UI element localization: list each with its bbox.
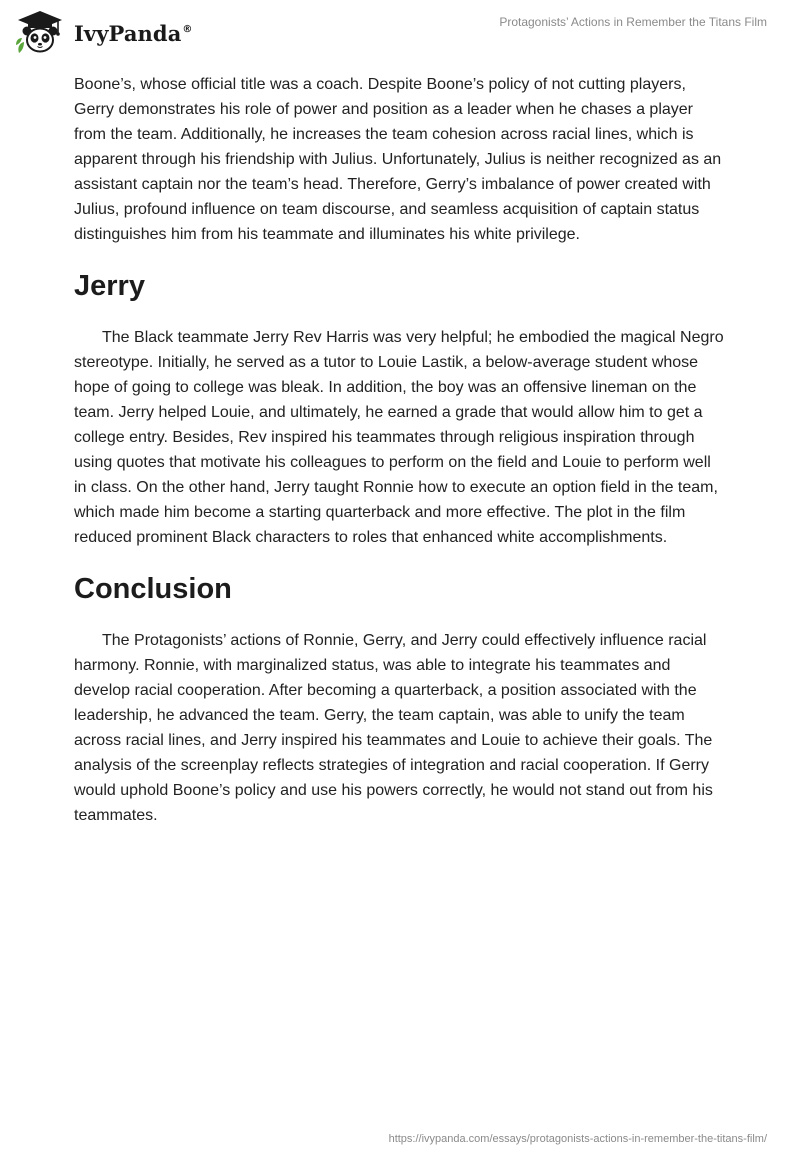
- section-heading-jerry: Jerry: [74, 270, 145, 302]
- brand-name: [74, 21, 193, 46]
- panda-graduate-icon: [14, 9, 66, 55]
- section-heading-conclusion: Conclusion: [74, 573, 232, 605]
- registered-mark: ®: [182, 23, 193, 35]
- section-paragraph-jerry: The Black teammate Jerry Rev Harris was very helpful; he embodied the magical Negro stereotype. Initially, he served as a tutor to Louie Lastik, a below-average student whose hope of going to college was bleak. In addition, the boy was an offensive lineman on the team. Jerry helped Louie, and ultimately, he earned a grade that would allow him to get a college entry. Besides, Rev inspired his teammates through religious inspiration through using quotes that motivate his colleagues to perform on the field and Louie to perform well in class. On the other hand, Jerry taught Ronnie how to execute an option field in the team, which made him become a starting quarterback and more effective. The plot in the film reduced prominent Black characters to roles that enhanced white accomplishments.: [74, 329, 724, 546]
- brand-label: IvyPanda: [74, 20, 182, 46]
- intro-paragraph: Boone’s, whose official title was a coach. Despite Boone’s policy of not cutting players, Gerry demonstrates his role of power and position as a leader when he chases a player from the team. Additionally, he increases the team cohesion across racial lines, which is apparent through his friendship with Julius. Unfortunately, Julius is neither recognized as an assistant captain nor the team’s head. Therefore, Gerry’s imbalance of power created with Julius, profound influence on team discourse, and seamless acquisition of captain status distinguishes him from his teammate and illuminates his white privilege.: [74, 76, 722, 243]
- ivypanda-logo[interactable]: [14, 8, 193, 56]
- page-header: [0, 0, 800, 60]
- source-url-link[interactable]: https://ivypanda.com/essays/protagonists-actions-in-remember-the-titans-film/: [388, 1133, 767, 1145]
- essay-content: [74, 72, 726, 828]
- running-title: Protagonists’ Actions in Remember the Titans Film: [499, 15, 767, 29]
- section-paragraph-conclusion: The Protagonists’ actions of Ronnie, Gerry, and Jerry could effectively influence racial harmony. Ronnie, with marginalized status, was able to integrate his teammates and develop racial cooperation. After becoming a quarterback, a position associated with the leadership, he advanced the team. Gerry, the team captain, was able to unify the team across racial lines, and Jerry inspired his teammates and Louie to achieve their goals. The analysis of the screenplay reflects strategies of integration and racial cooperation. If Gerry would uphold Boone’s policy and use his powers correctly, he would not stand out from his teammates.: [74, 632, 713, 824]
